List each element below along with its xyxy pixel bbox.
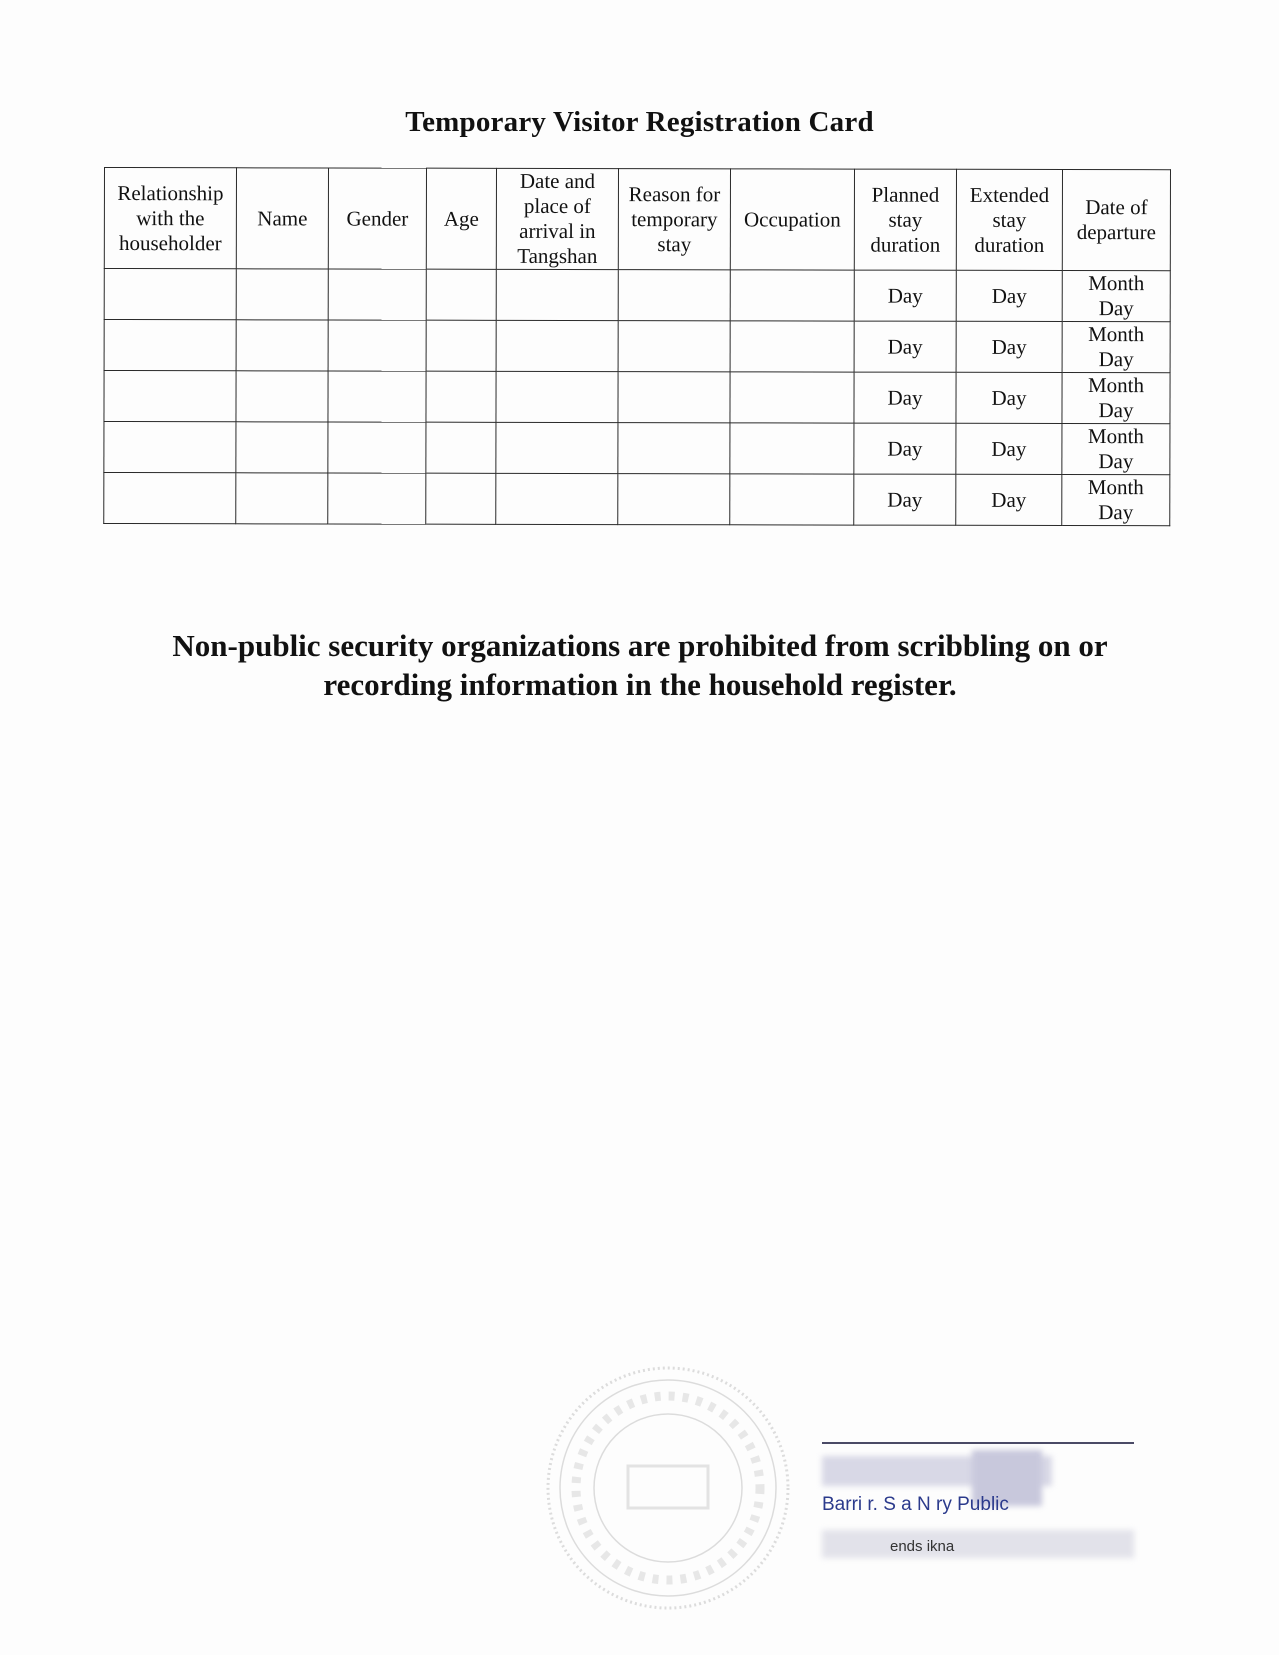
name-cell xyxy=(236,422,328,473)
extended-duration-cell: Day xyxy=(956,321,1062,372)
age-cell xyxy=(426,422,496,473)
relationship-cell xyxy=(104,473,236,524)
age-cell xyxy=(426,371,496,422)
occupation-cell xyxy=(730,270,854,321)
departure-cell xyxy=(1062,424,1170,475)
name-cell xyxy=(236,269,328,320)
column-header: Relationship with the householder xyxy=(104,168,236,269)
occupation-cell xyxy=(730,423,854,474)
extended-duration-cell: Day xyxy=(956,270,1062,321)
departure-cell xyxy=(1062,271,1170,322)
column-header: Occupation xyxy=(730,169,854,270)
table-row xyxy=(104,269,1170,322)
arrival-cell xyxy=(496,473,618,524)
signature-line xyxy=(822,1442,1134,1444)
name-cell xyxy=(236,320,328,371)
departure-month: Month xyxy=(1088,322,1145,347)
age-cell xyxy=(426,473,496,524)
gender-cell xyxy=(328,473,426,524)
table-row xyxy=(104,422,1170,475)
name-cell xyxy=(236,371,328,422)
notary-title: Barri r. S a N ry Public xyxy=(822,1494,1009,1515)
planned-duration-cell: Day xyxy=(854,270,956,321)
age-cell xyxy=(426,269,496,320)
name-cell xyxy=(236,473,328,524)
embossed-notary-seal xyxy=(542,1362,794,1614)
column-header: Planned stay duration xyxy=(854,169,956,270)
arrival-cell xyxy=(496,320,618,371)
departure-day: Day xyxy=(1098,296,1134,321)
column-header: Age xyxy=(426,168,496,269)
page-title: Temporary Visitor Registration Card xyxy=(405,106,874,138)
planned-duration-cell: Day xyxy=(854,474,956,525)
registration-table xyxy=(103,167,1171,526)
gender-cell xyxy=(328,371,426,422)
departure-day: Day xyxy=(1098,347,1134,372)
column-header: Name xyxy=(236,168,328,269)
notary-subtitle: ends ikna xyxy=(890,1538,955,1555)
extended-duration-cell: Day xyxy=(956,474,1062,525)
gender-cell xyxy=(328,320,426,371)
extended-duration-cell: Day xyxy=(956,372,1062,423)
occupation-cell xyxy=(730,321,854,372)
extended-duration-cell: Day xyxy=(956,423,1062,474)
occupation-cell xyxy=(730,474,854,525)
column-header: Reason for temporary stay xyxy=(618,169,730,270)
notary-signature-block xyxy=(822,1432,1134,1564)
column-header: Date and place of arrival in Tangshan xyxy=(496,168,618,269)
table-header-row xyxy=(104,168,1170,271)
column-header: Gender xyxy=(328,168,426,269)
age-cell xyxy=(426,320,496,371)
departure-cell xyxy=(1062,373,1170,424)
column-header: Date of departure xyxy=(1062,170,1170,271)
relationship-cell xyxy=(104,371,236,422)
table-row xyxy=(104,473,1170,526)
table-row xyxy=(104,320,1170,373)
gender-cell xyxy=(328,422,426,473)
table-row xyxy=(104,371,1170,424)
planned-duration-cell: Day xyxy=(854,423,956,474)
departure-cell xyxy=(1062,475,1170,526)
planned-duration-cell: Day xyxy=(854,321,956,372)
departure-month: Month xyxy=(1087,475,1144,500)
departure-day: Day xyxy=(1098,398,1134,423)
departure-month: Month xyxy=(1088,271,1145,296)
planned-duration-cell: Day xyxy=(854,372,956,423)
column-header: Extended stay duration xyxy=(956,169,1062,270)
reason-cell xyxy=(618,423,730,474)
redacted-subtitle xyxy=(822,1530,1134,1558)
reason-cell xyxy=(618,474,730,525)
departure-month: Month xyxy=(1088,373,1145,398)
reason-cell xyxy=(618,321,730,372)
arrival-cell xyxy=(496,371,618,422)
notice-text: Non-public security organizations are prohibited from scribbling on or recording information in the household register. xyxy=(172,628,1108,702)
gender-cell xyxy=(328,269,426,320)
reason-cell xyxy=(618,372,730,423)
reason-cell xyxy=(618,270,730,321)
arrival-cell xyxy=(496,422,618,473)
relationship-cell xyxy=(104,320,236,371)
departure-month: Month xyxy=(1087,424,1144,449)
departure-day: Day xyxy=(1098,500,1134,525)
departure-cell xyxy=(1062,322,1170,373)
relationship-cell xyxy=(104,269,236,320)
occupation-cell xyxy=(730,372,854,423)
departure-day: Day xyxy=(1098,449,1134,474)
relationship-cell xyxy=(104,422,236,473)
arrival-cell xyxy=(496,269,618,320)
